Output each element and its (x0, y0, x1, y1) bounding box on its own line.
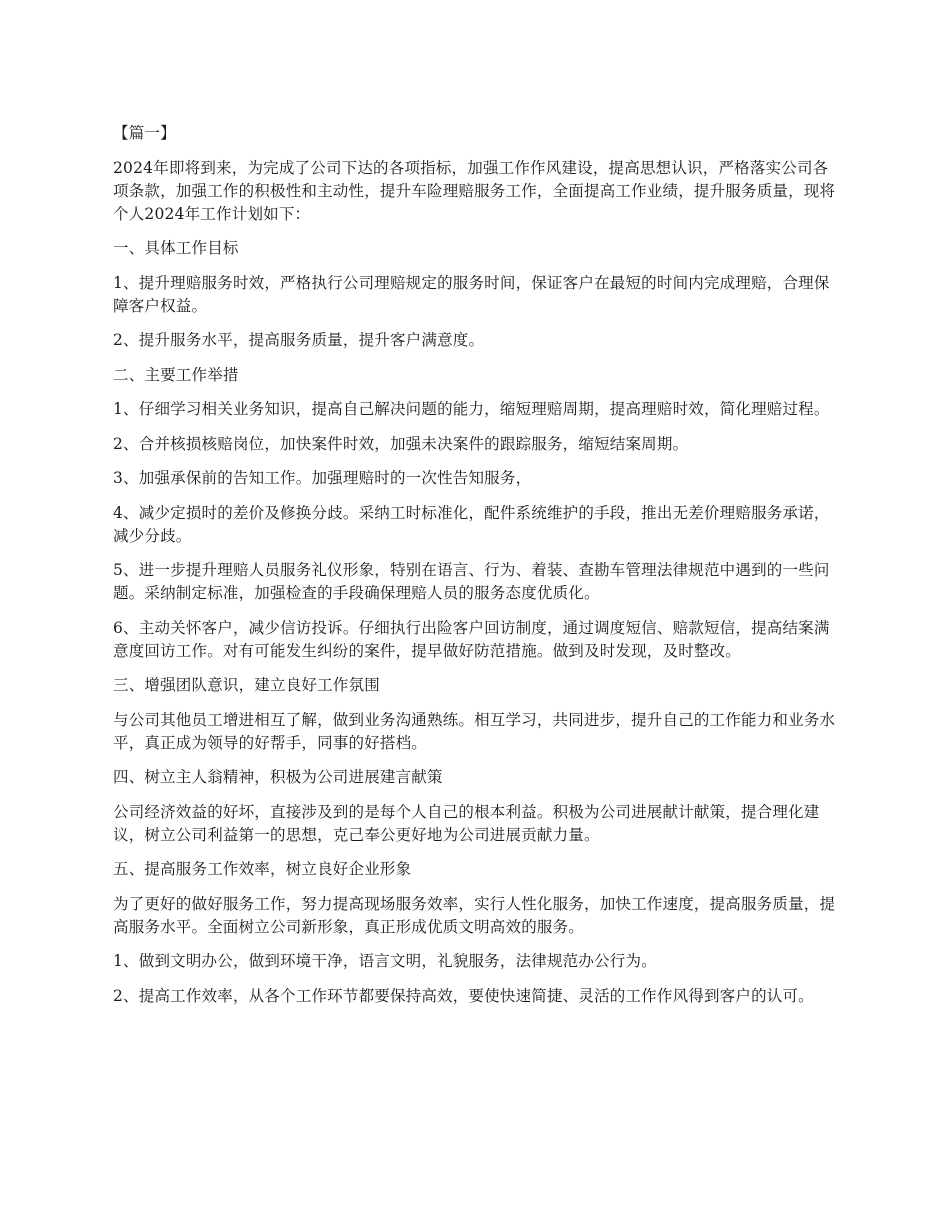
section-heading-measures: 二、主要工作举措 (113, 365, 239, 384)
section-heading-ownership: 四、树立主人翁精神，积极为公司进展建言献策 (113, 768, 443, 786)
paragraph: 1、做到文明办公，做到环境干净，语言文明，礼貌服务，法律规范办公行为。 (113, 952, 657, 970)
paragraph: 6、主动关怀客户，减少信访投诉。仔细执行出险客户回访制度，通过调度短信、赔款短信，提高结案满意度回访工作。对有可能发生纠纷的案件，提早做好防范措施。做到及时发现，及时整改。 (113, 618, 830, 660)
paragraph: 与公司其他员工增进相互了解，做到业务沟通熟练。相互学习，共同进步，提升自己的工作能力和业务水平，真正成为领导的好帮手，同事的好搭档。 (113, 710, 836, 752)
paragraph: 2、合并核损核赔岗位，加快案件时效，加强未决案件的跟踪服务，缩短结案周期。 (113, 434, 689, 453)
paragraph: 2、提高工作效率，从各个工作环节都要保持高效，要使快速简捷、灵活的工作作风得到客户的认可。 (113, 986, 814, 1005)
paragraph: 4、减少定损时的差价及修换分歧。采纳工时标准化，配件系统维护的手段，推出无差价理赔服务承诺，减少分歧。 (113, 503, 830, 545)
document-heading: 【篇一】 (113, 124, 176, 142)
paragraph: 为了更好的做好服务工作，努力提高现场服务效率，实行人性化服务，加快工作速度，提高服务质量，提高服务水平。全面树立公司新形象，真正形成优质文明高效的服务。 (113, 894, 836, 936)
section-heading-team: 三、增强团队意识，建立良好工作氛围 (113, 676, 380, 694)
document-body (113, 122, 841, 1019)
paragraph: 2、提升服务水平，提高服务质量，提升客户满意度。 (113, 331, 485, 349)
paragraph: 公司经济效益的好坏，直接涉及到的是每个人自己的根本利益。积极为公司进展献计献策，提合理化建议，树立公司利益第一的思想，克己奉公更好地为公司进展贡献力量。 (113, 802, 820, 844)
paragraph: 1、仔细学习相关业务知识，提高自己解决问题的能力，缩短理赔周期，提高理赔时效，简化理赔过程。 (113, 400, 830, 418)
paragraph: 3、加强承保前的告知工作。加强理赔时的一次性告知服务， (113, 469, 532, 487)
section-heading-efficiency: 五、提高服务工作效率，树立良好企业形象 (113, 860, 412, 878)
paragraph: 1、提升理赔服务时效，严格执行公司理赔规定的服务时间，保证客户在最短的时间内完成理赔，合理保障客户权益。 (113, 273, 830, 315)
paragraph: 5、进一步提升理赔人员服务礼仪形象，特别在语言、行为、着装、查勘车管理法律规范中遇到的一些问题。采纳制定标准，加强检查的手段确保理赔人员的服务态度优质化。 (113, 561, 830, 602)
section-heading-goals: 一、具体工作目标 (113, 239, 239, 257)
intro-paragraph: 2024年即将到来，为完成了公司下达的各项指标，加强工作作风建设，提高思想认识，严格落实公司各项条款，加强工作的积极性和主动性，提升车险理赔服务工作，全面提高工作业绩，提升服务质量，现将个人2024年工作计划如下： (113, 158, 836, 223)
